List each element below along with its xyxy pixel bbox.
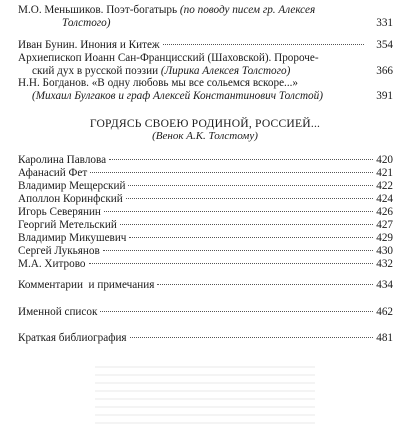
poet-name: Афанасий Фет [18,167,88,179]
page-number: 430 [376,245,393,257]
list-item [18,258,393,271]
poet-name: Каролина Павлова [18,154,107,166]
entry-italic-text: (Михаил Булгаков и граф Алексей Константинович Толстой) [32,89,323,102]
toc-entry-menshikov [18,4,393,29]
page-number: 424 [376,193,393,205]
poet-name: Игорь Северянин [18,206,101,218]
page-number: 426 [376,206,393,218]
page-number: 354 [376,39,393,51]
toc-entry-bogdanov [18,77,393,102]
page-number: 429 [376,232,393,244]
poet-name: Владимир Мещерский [18,180,126,192]
page-number: 432 [376,258,393,270]
page-number: 481 [376,332,393,344]
page-number: 434 [376,279,393,291]
list-item [18,232,393,245]
dot-leader [128,185,373,186]
page-number: 422 [376,180,393,192]
list-item [18,206,393,219]
dot-leader [90,172,373,173]
show-through-texture [95,360,315,430]
page-number: 427 [376,219,393,231]
list-item [18,193,393,206]
toc-entry-bunin [18,39,393,52]
entry-italic-text: Толстого) [62,16,111,29]
dot-leader [157,284,373,285]
page-number: 420 [376,154,393,166]
entry-text: Комментарии и примечания [18,279,155,291]
dot-leader [130,337,374,338]
entry-text: Краткая библиография [18,332,127,344]
dot-leader [126,198,373,199]
dot-leader [100,311,373,312]
list-item [18,219,393,232]
entry-italic-text: (Лирика Алексея Толстого) [160,64,291,77]
page-number: 391 [376,89,393,102]
dot-leader [120,224,373,225]
toc-entry-name-index [18,306,393,319]
section-title: ГОРДЯСЬ СВОЕЮ РОДИНОЙ, РОССИЕЙ... [89,117,321,130]
poet-name: Аполлон Коринфский [18,193,123,205]
poet-name: Сергей Лукьянов [18,245,100,257]
page-number: 421 [376,167,393,179]
dot-leader [89,263,374,264]
poet-name: Георгий Метельский [18,219,117,231]
toc-entry-commentary [18,279,393,292]
list-item [18,245,393,258]
dot-leader [109,159,373,160]
entry-text: Архиепископ Иоанн Сан-Францисский (Шаховской). Пророче- [18,52,319,64]
list-item [18,167,393,180]
entry-text: Именной список [18,306,98,318]
page-number: 331 [376,16,393,29]
page-number: 366 [376,64,393,77]
entry-text: М.О. Меньшиков. Поэт-богатырь [18,4,180,16]
toc-entry-bibliography [18,332,393,345]
list-item [18,154,393,167]
dot-leader [103,250,373,251]
list-item [18,180,393,193]
poet-name: Владимир Микушевич [18,232,127,244]
entry-text: Иван Бунин. Инония и Китеж [18,39,160,51]
entry-text: Н.Н. Богданов. «В одну любовь мы все сольемся вскоре...» [18,77,299,89]
dot-leader [129,237,373,238]
page-number: 462 [376,306,393,318]
poet-name: М.А. Хитрово [18,258,86,270]
entry-text: ский дух в русской поэзии [32,64,161,77]
dot-leader [163,44,364,45]
section-subtitle: (Венок А.К. Толстому) [152,130,258,142]
entry-italic-text: (по поводу писем гр. Алексея [179,4,316,16]
dot-leader [104,211,373,212]
toc-entry-shakhovskoy [18,52,393,77]
